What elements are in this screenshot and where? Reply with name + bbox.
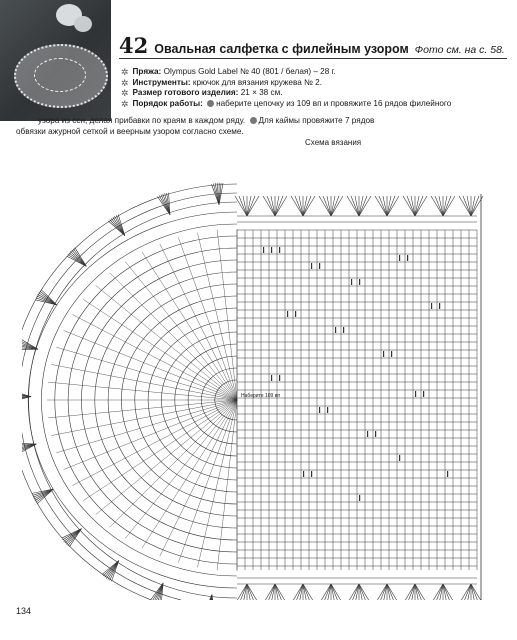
cup-shape xyxy=(74,16,92,32)
chart-spoke xyxy=(217,400,237,570)
filet-block xyxy=(407,255,408,261)
chart-annotation: Наберите 109 вп xyxy=(241,393,281,399)
star-bullet-icon: ✲ xyxy=(121,67,129,77)
pattern-number: 42 xyxy=(119,33,149,58)
fan-stitch xyxy=(471,196,479,216)
yarn-value: Olympus Gold Label № 40 (801 / белая) – 28 г. xyxy=(163,67,336,76)
filet-block xyxy=(439,303,440,309)
fan-stitch xyxy=(379,584,387,600)
pattern-title: Овальная салфетка с филейным узором xyxy=(154,42,409,56)
chart-spoke xyxy=(48,382,237,400)
filet-block xyxy=(279,375,280,381)
filet-block xyxy=(359,495,360,501)
fan-stitch xyxy=(267,196,275,216)
filet-block xyxy=(375,431,376,437)
chart-spoke xyxy=(48,400,237,418)
fan-stitch xyxy=(415,196,423,216)
filet-block xyxy=(311,263,312,269)
scheme-title: Схема вязания xyxy=(305,138,362,147)
chart-spoke xyxy=(51,364,237,400)
filet-block xyxy=(303,471,304,477)
fan-stitch xyxy=(323,584,331,600)
border-ring xyxy=(22,184,237,600)
chart-spoke xyxy=(197,400,237,567)
doily-photo xyxy=(0,0,111,121)
star-bullet-icon: ✲ xyxy=(121,98,129,109)
work-line2-row xyxy=(16,116,506,127)
chart-spoke xyxy=(197,233,237,400)
filet-block xyxy=(415,391,416,397)
fan-stitch xyxy=(323,196,331,216)
fan-stitch xyxy=(239,584,247,600)
fan-stitch xyxy=(351,196,359,216)
filet-block xyxy=(391,351,392,357)
fan-stitch xyxy=(157,197,169,215)
photo-reference: Фото см. на с. 58. xyxy=(414,44,505,56)
fan-stitch xyxy=(275,196,283,216)
fan-stitch xyxy=(463,196,471,216)
work-label: Порядок работы: xyxy=(132,98,203,108)
fan-stitch xyxy=(267,584,275,600)
filet-block xyxy=(423,391,424,397)
tools-label: Инструменты: xyxy=(132,77,191,87)
filet-block xyxy=(287,311,288,317)
fan-stitch xyxy=(247,196,255,216)
work-line2b: Для каймы провяжите 7 рядов xyxy=(258,116,375,125)
pattern-header xyxy=(119,33,507,59)
chart-spoke xyxy=(56,400,237,453)
page-number: 134 xyxy=(16,606,32,616)
doily-shape xyxy=(14,44,108,108)
work-line1: наберите цепочку из 109 вп и провяжите 16 рядов филейного xyxy=(216,98,452,108)
filet-block xyxy=(311,471,312,477)
tools-row xyxy=(121,78,511,89)
filet-block xyxy=(399,255,400,261)
yarn-row xyxy=(121,67,511,78)
fan-stitch xyxy=(359,196,367,216)
filet-block xyxy=(359,279,360,285)
filet-block xyxy=(367,431,368,437)
size-row xyxy=(121,88,511,99)
circle-bullet-icon xyxy=(250,117,257,124)
filet-block xyxy=(279,247,280,253)
filet-block xyxy=(343,327,344,333)
circle-bullet-icon xyxy=(207,100,214,107)
fan-stitch xyxy=(463,584,471,600)
filet-block xyxy=(263,247,264,253)
pattern-details xyxy=(121,67,511,109)
fan-stitch xyxy=(387,196,395,216)
fan-stitch xyxy=(150,583,163,600)
filet-block xyxy=(319,263,320,269)
work-continuation xyxy=(16,116,506,137)
filet-block xyxy=(399,455,400,461)
chart-spoke xyxy=(178,400,237,563)
work-line3: обвязки ажурной сеткой и веерным узором согласно схеме. xyxy=(16,126,244,136)
size-label: Размер готового изделия: xyxy=(132,88,239,97)
chart-spoke xyxy=(160,400,237,556)
star-bullet-icon: ✲ xyxy=(121,88,129,98)
chart-spoke xyxy=(63,400,237,470)
star-bullet-icon: ✲ xyxy=(121,77,129,88)
chart-spoke xyxy=(63,330,237,400)
fan-stitch xyxy=(443,196,451,216)
filet-block xyxy=(319,407,320,413)
filet-block xyxy=(295,311,296,317)
fan-stitch xyxy=(435,196,443,216)
fan-stitch xyxy=(331,196,339,216)
crochet-chart xyxy=(22,145,492,600)
filet-block xyxy=(383,351,384,357)
chart-spoke xyxy=(217,230,237,400)
fan-stitch xyxy=(295,584,303,600)
filet-block xyxy=(271,247,272,253)
chart-spoke xyxy=(178,237,237,400)
fan-stitch xyxy=(407,584,415,600)
fan-stitch xyxy=(379,196,387,216)
filet-block xyxy=(447,471,448,477)
work-line2: узора из ссн, делая прибавки по краям в каждом ряду. xyxy=(38,116,246,125)
chart-spoke xyxy=(160,244,237,400)
fan-stitch xyxy=(407,196,415,216)
filet-block xyxy=(351,279,352,285)
fan-stitch xyxy=(351,584,359,600)
border-ring xyxy=(22,193,237,600)
fan-stitch xyxy=(303,196,311,216)
filet-block xyxy=(431,303,432,309)
filet-block xyxy=(327,407,328,413)
fan-stitch xyxy=(239,196,247,216)
filet-block xyxy=(271,375,272,381)
chart-spoke xyxy=(56,347,237,400)
fan-stitch xyxy=(435,584,443,600)
yarn-label: Пряжа: xyxy=(132,67,162,76)
fan-stitch xyxy=(212,595,215,600)
chart-spoke xyxy=(51,400,237,436)
work-row xyxy=(121,99,511,110)
filet-block xyxy=(335,327,336,333)
size-value: 21 × 38 см. xyxy=(240,88,283,97)
tools-value: крючок для вязания кружева № 2. xyxy=(192,77,322,87)
fan-stitch xyxy=(295,196,303,216)
